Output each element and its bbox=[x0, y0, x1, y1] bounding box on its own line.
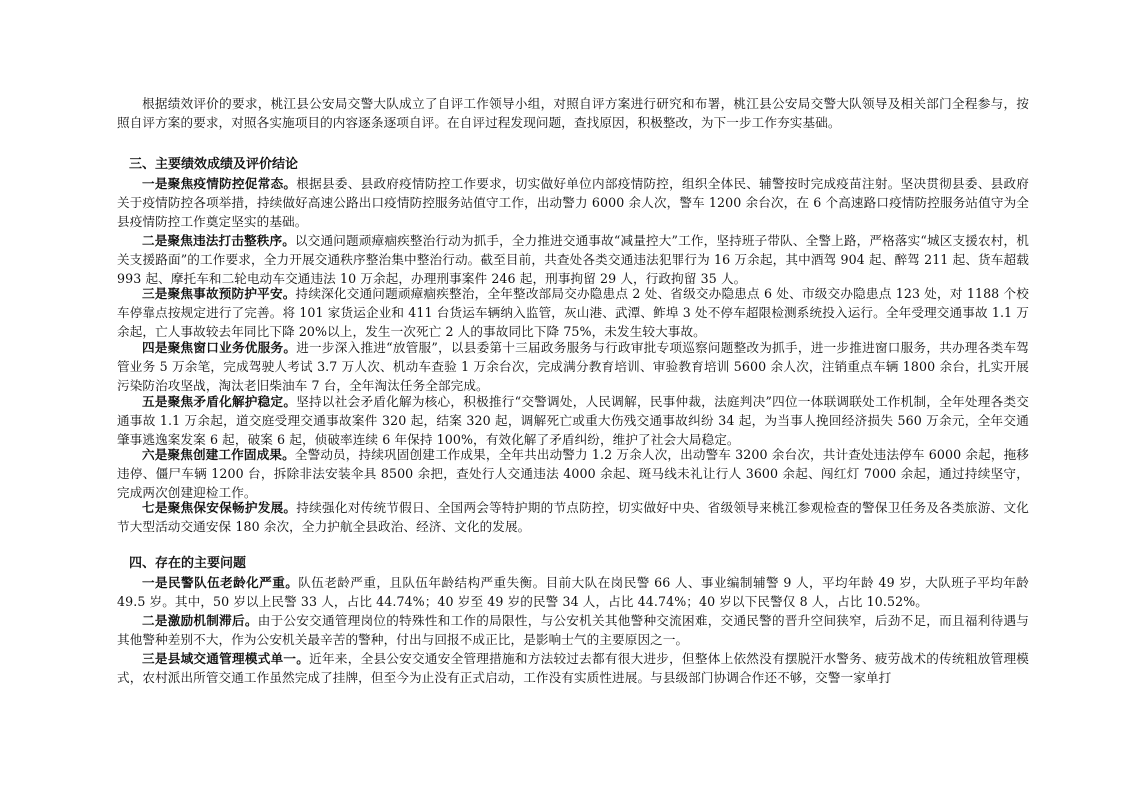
section-3-item-6 bbox=[117, 445, 1029, 503]
item-text: 坚持以社会矛盾化解为核心，积极推行“交警调处，人民调解，民事仲裁，法庭判决”四位一体联调联处工作机制，全年处理各类交通事故 1.1 万余起，道交庭受理交通事故案件 320 起，结案 320 起，调解死亡或重大伤残交通事故纠纷 34 起，为当事人挽回经济损失 560 万余元，全年交通肇事逃逸案发案 6 起，破案 6 起，侦破率连续 6 年保持 100%，有效化解了矛盾纠纷，维护了社会大局稳定。 bbox=[117, 394, 1029, 448]
item-text: 根据县委、县政府疫情防控工作要求，切实做好单位内部疫情防控，组织全体民、辅警按时完成疫苗注射。坚决贯彻县委、县政府关于疫情防控各项举措，持续做好高速公路出口疫情防控服务站值守工作，出动警力 6000 余人次，警车 1200 余台次，在 6 个高速路口疫情防控服务站值守为全县疫情防控工作奠定坚实的基础。 bbox=[117, 176, 1030, 230]
item-lead: 三是聚焦事故预防护平安。 bbox=[142, 286, 296, 301]
section-3-item-7 bbox=[117, 498, 1029, 536]
item-text: 全警动员，持续巩固创建工作成果，全年共出动警力 1.2 万余人次，出动警车 3200 余台次，共计查处违法停车 6000 余起，拖移违停、僵尸车辆 1200 台，拆除非法安装伞具 8500 余把，查处行人交通违法 4000 余起、斑马线未礼让行人 3600 余起、闯红灯 7000 余起，通过持续坚守，完成两次创建迎检工作。 bbox=[117, 447, 1029, 501]
section-4-item-3 bbox=[117, 649, 1029, 687]
section-4-heading: 四、存在的主要问题 bbox=[129, 556, 247, 571]
item-lead: 四是聚焦窗口业务优服务。 bbox=[142, 340, 297, 355]
section-3-item-5 bbox=[117, 392, 1029, 450]
section-3-heading: 三、主要绩效成绩及评价结论 bbox=[129, 157, 299, 172]
section-3-item-3 bbox=[117, 284, 1029, 342]
section-3-item-1 bbox=[117, 174, 1029, 232]
item-lead: 五是聚焦矛盾化解护稳定。 bbox=[142, 394, 297, 409]
item-text: 队伍老龄严重，且队伍年龄结构严重失衡。目前大队在岗民警 66 人、事业编制辅警 9 人，平均年龄 49 岁，大队班子平均年龄 49.5 岁。其中，50 岁以上民警 33 人，占比 44.74%；40 岁至 49 岁的民警 34 人，占比 44.74%；40 岁以下民警仅 8 人，占比 10.52%。 bbox=[117, 575, 1030, 610]
item-text: 由于公安交通管理岗位的特殊性和工作的局限性，与公安机关其他警种交流困难，交通民警的晋升空间狭窄，后劲不足，而且福利待遇与其他警种差别不大，作为公安机关最辛苦的警种，付出与回报不成正比，是影响士气的主要原因之一。 bbox=[117, 613, 1029, 648]
section-3-item-4 bbox=[117, 338, 1029, 396]
section-4-item-2 bbox=[117, 611, 1029, 649]
item-lead: 三是县域交通管理模式单一。 bbox=[142, 651, 310, 666]
item-text: 持续深化交通问题顽瘴痼疾整治，全年整改部局交办隐患点 2 处、省级交办隐患点 6 处、市级交办隐患点 123 处，对 1188 个校车停靠点按规定进行了完善。将 101 家货运企业和 411 台货运车辆纳入监管，灰山港、武潭、鲊埠 3 处不停车超限检测系统投入运行。全年受理交通事故 1.1 万余起，亡人事故较去年同比下降 20%以上，发生一次死亡 2 人的事故同比下降 75%，未发生较大事故。 bbox=[117, 286, 1029, 340]
item-text: 以交通问题顽瘴痼疾整治行动为抓手，全力推进交通事故“减量控大”工作，坚持班子带队、全警上路，严格落实“城区支援农村，机关支援路面”的工作要求，全力开展交通秩序整治集中整治行动。截至目前，共查处各类交通违法犯罪行为 16 万余起，其中酒驾 904 起、醉驾 211 起、货车超载 993 起、摩托车和二轮电动车交通违法 10 万余起，办理刑事案件 246 起，刑事拘留 29 人，行政拘留 35 人。 bbox=[117, 233, 1029, 287]
item-lead: 二是激励机制滞后。 bbox=[142, 613, 258, 628]
section-3-item-2 bbox=[117, 231, 1029, 289]
item-text: 近年来，全县公安交通安全管理措施和方法较过去都有很大进步，但整体上依然没有摆脱汗水警务、疲劳战术的传统粗放管理模式，农村派出所管交通工作虽然完成了挂牌，但至今为止没有正式启动，工作没有实质性进展。与县级部门协调合作还不够，交警一家单打 bbox=[117, 651, 1029, 686]
item-lead: 二是聚焦违法打击整秩序。 bbox=[142, 233, 296, 248]
intro-paragraph: 根据绩效评价的要求，桃江县公安局交警大队成立了自评工作领导小组，对照自评方案进行研究和布署，桃江县公安局交警大队领导及相关部门全程参与，按照自评方案的要求，对照各实施项目的内容逐条逐项自评。在自评过程发现问题，查找原因，积极整改，为下一步工作夯实基础。 bbox=[117, 96, 1029, 131]
item-text: 进一步深入推进“放管服”，以县委第十三届政务服务与行政审批专项巡察问题整改为抓手，进一步推进窗口服务，共办理各类车驾管业务 5 万余笔，完成驾驶人考试 3.7 万人次、机动车查验 1 万余台次，完成满分教育培训、审验教育培训 5600 余人次，注销重点车辆 1800 余台，扎实开展污染防治攻坚战，淘汰老旧柴油车 7 台，全年淘汰任务全部完成。 bbox=[117, 340, 1029, 394]
item-lead: 一是聚焦疫情防控促常态。 bbox=[142, 176, 297, 191]
section-4-item-1 bbox=[117, 573, 1029, 611]
item-lead: 七是聚焦保安保畅护发展。 bbox=[142, 500, 297, 515]
item-lead: 六是聚焦创建工作固成果。 bbox=[142, 447, 295, 462]
item-lead: 一是民警队伍老龄化严重。 bbox=[142, 575, 299, 590]
item-text: 持续强化对传统节假日、全国两会等特护期的节点防控，切实做好中央、省级领导来桃江参观检查的警保卫任务及各类旅游、文化节大型活动交通安保 180 余次，全力护航全县政治、经济、文化的发展。 bbox=[117, 500, 1030, 535]
